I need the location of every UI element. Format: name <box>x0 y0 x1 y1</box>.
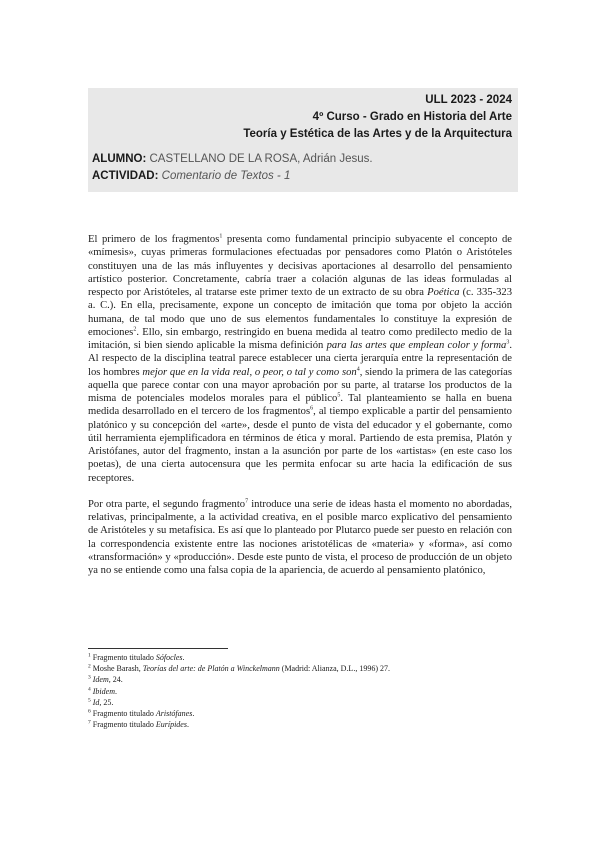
footnote-separator <box>88 648 228 649</box>
footnote-ref[interactable]: 4 <box>356 365 360 372</box>
subject-title: Teoría y Estética de las Artes y de la Arquitectura <box>243 128 512 140</box>
text-run: , al tiempo explicable a partir del pensamiento platónico y su concepción del «arte», desde el punto de vista del educador y el gobernante, como útil herramienta ejemplificadora en términos de ética y moral. Partiendo de esta premisa, Platón y Aristófanes, autor del fragmento, instan a la asunción por parte de los «artistas» (en este caso los poetas), de una cierta autocensura que les permita enfocar su arte hacia la edificación de sus receptores. <box>88 406 512 484</box>
footnote-number: 6 <box>88 708 91 715</box>
alumno-label: ALUMNO: <box>92 153 147 165</box>
footnote-number: 1 <box>88 652 91 659</box>
footnote-item <box>88 674 512 685</box>
paragraph-1 <box>88 233 512 485</box>
quote: para las artes que emplean color y forma <box>326 340 507 351</box>
text-run: Fragmento titulado <box>90 653 156 662</box>
text-run: Eurípides <box>155 720 187 730</box>
quote: mejor que en la vida real, o peor, o tal y como son <box>142 366 357 378</box>
footnote-ref[interactable]: 7 <box>245 498 249 505</box>
text-run: Moshe Barash, <box>90 664 143 674</box>
text-run: Teorías del arte: de Platón a Winckelmann <box>142 664 280 674</box>
footnote-ref[interactable]: 5 <box>337 392 341 399</box>
course-info <box>243 92 512 143</box>
actividad-value: Comentario de Textos - 1 <box>161 170 291 182</box>
text-run: . <box>186 720 189 730</box>
footnote-number: 5 <box>88 697 91 704</box>
text-run: El primero de los fragmentos <box>88 234 220 245</box>
text-run: . Ello, sin embargo, restringido en buena medida al teatro como predilecto medio de la imitación, si bien siendo aplicable la misma definición <box>88 326 512 351</box>
alumno-value: CASTELLANO DE LA ROSA, Adrián Jesus. <box>149 153 373 165</box>
text-run: . <box>114 686 117 696</box>
text-run: . <box>192 709 195 719</box>
text-run: , siendo la primera de las categorías aquella que parece contar con una mayor aprobación por su parte, al tratarse los productos de la misma de potenciales modelos morales para el público <box>88 366 512 404</box>
student-line <box>92 151 373 168</box>
activity-line <box>92 168 373 185</box>
footnote-number: 4 <box>88 685 91 692</box>
text-run: Sófocles <box>155 653 183 662</box>
course-degree: 4º Curso - Grado en Historia del Arte <box>312 111 512 123</box>
footnote-item <box>88 663 512 674</box>
text-run: (Madrid: Alianza, D.L., 1996) 27. <box>279 664 390 674</box>
text-run: , 24. <box>108 675 123 685</box>
text-run: Fragmento titulado <box>90 720 156 730</box>
footnote-item <box>88 697 512 708</box>
work-title: Poética <box>427 287 460 298</box>
footnote-item <box>88 719 512 730</box>
footnote-ref[interactable]: 3 <box>506 339 510 346</box>
footnote-item <box>88 686 512 697</box>
text-run: . Al respecto de la disciplina teatral parece establecer una cierta jerarquía entre la representación de los hombres <box>88 340 512 378</box>
text-run: introduce una serie de ideas hasta el momento no abordadas, relativas, principalmente, a la actividad creativa, en el posible marco explicativo del pensamiento de Aristóteles y su metafísica. Es así que lo planteado por Plutarco puede ser puesto en relación con la correspondencia existente entre las nociones aristotélicas de «materia» y «forma», así como «transformación» y «producción». Desde este punto de vista, el proceso de producción de un objeto ya no se entiende como una falsa copia de la apariencia, de acuerdo al pensamiento platónico, <box>88 498 512 576</box>
footnote-ref[interactable]: 1 <box>219 233 223 240</box>
text-run: , 25. <box>99 697 114 707</box>
text-run: Aristófanes <box>155 709 193 719</box>
footnote-ref[interactable]: 6 <box>310 405 314 412</box>
actividad-label: ACTIVIDAD: <box>92 170 159 182</box>
header-box <box>88 88 518 192</box>
text-run: (c. 335-323 a. C.). En ella, precisamente, expone un concepto de imitación que toma por objeto la acción humana, de tal modo que uno de sus elementos fundamentales lo constituye la expresión de emociones <box>88 287 512 338</box>
footnote-number: 7 <box>88 719 91 726</box>
student-info <box>92 151 373 185</box>
text-run: Por otra parte, el segundo fragmento <box>88 498 246 510</box>
text-run: . <box>182 653 185 662</box>
footnote-number: 2 <box>88 663 91 670</box>
text-run: . Tal planteamiento se halla en buena medida desarrollado en el tercero de los fragmentos <box>88 393 512 418</box>
text-run: Idem <box>92 675 109 685</box>
body-text <box>88 233 512 590</box>
paragraph-2 <box>88 498 512 578</box>
text-run: Id <box>92 697 100 707</box>
footnote-ref[interactable]: 2 <box>133 326 137 333</box>
footnote-item <box>88 652 512 663</box>
footnote-item <box>88 708 512 719</box>
academic-year: ULL 2023 - 2024 <box>425 94 512 106</box>
text-run: presenta como fundamental principio subyacente el concepto de «mímesis», cuyas primeras formulaciones efectuadas por pensadores como Platón o Aristóteles constituyen una de las más influyentes y decisivas aportaciones al desarrollo del pensamiento artístico posterior. Concretamente, cabría traer a colación algunas de las ideas formuladas al respecto por Aristóteles, al tratarse este primer texto de un extracto de su obra <box>88 234 513 298</box>
footnote-number: 3 <box>88 674 91 681</box>
footnote-list <box>88 652 512 730</box>
text-run: Fragmento titulado <box>90 709 156 719</box>
text-run: Ibidem <box>92 686 115 696</box>
